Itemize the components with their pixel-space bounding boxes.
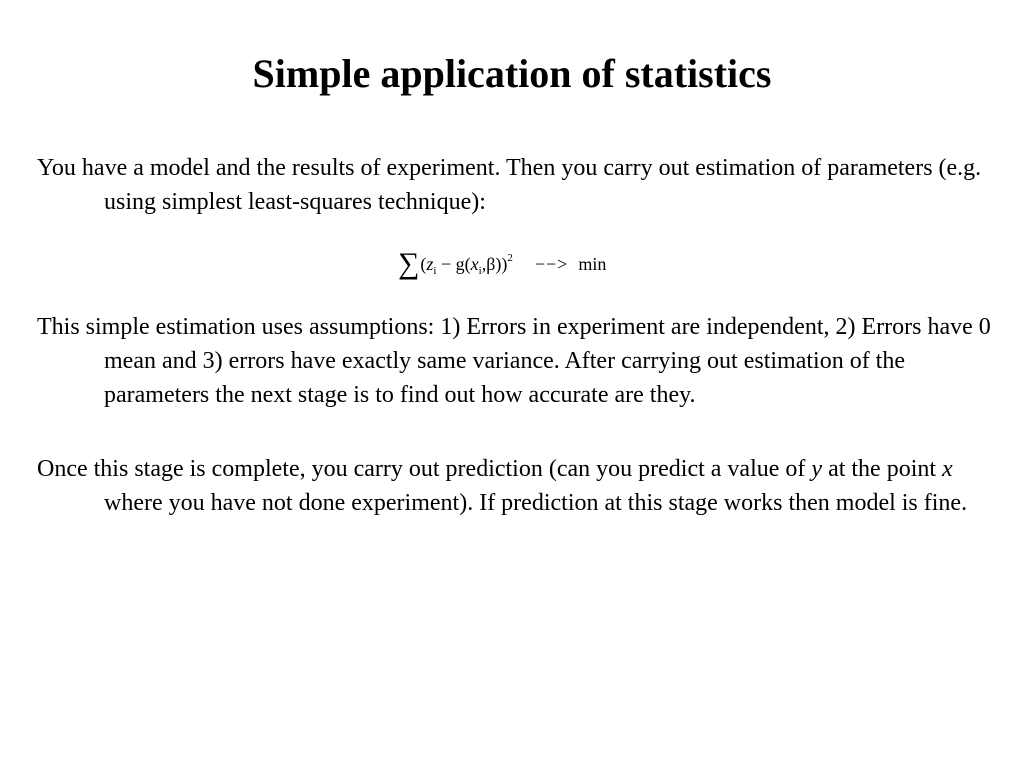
paragraph-assumptions: This simple estimation uses assumptions: 1) Errors in experiment are independent, 2) Errors have 0 mean and 3) errors have exactly same variance. After carrying out estimation of the parameters the next stage is to find out how accurate are they. (37, 314, 991, 408)
formula-x: x (470, 254, 479, 274)
formula-power: 2 (507, 252, 513, 264)
prediction-text-part3: where you have not done experiment). If prediction at this stage works then model is fine. (104, 490, 968, 516)
formula-open-paren: ( (420, 254, 427, 274)
sum-symbol: ∑ (398, 247, 420, 280)
formula-sub-i: i (478, 265, 482, 277)
variable-x: x (942, 456, 953, 482)
prediction-text-part1: Once this stage is complete, you carry out prediction (can you predict a value of (37, 456, 812, 482)
variable-y: y (811, 456, 823, 482)
formula-beta: ,β)) (481, 254, 508, 274)
formula-sub-i: i (433, 265, 437, 277)
formula-minus-g: − g( (436, 254, 471, 274)
prediction-text-part2: at the point (822, 456, 943, 482)
formula-min: min (578, 254, 607, 274)
paragraph-prediction (37, 452, 1012, 520)
least-squares-formula (398, 238, 606, 278)
slide-title: Simple application of statistics (252, 51, 772, 96)
formula-arrow: −−> (534, 254, 569, 274)
paragraph-model-estimation: You have a model and the results of experiment. Then you carry out estimation of parameters (e.g. using simplest least-squares technique): (37, 155, 982, 215)
formula-z: z (426, 254, 434, 274)
